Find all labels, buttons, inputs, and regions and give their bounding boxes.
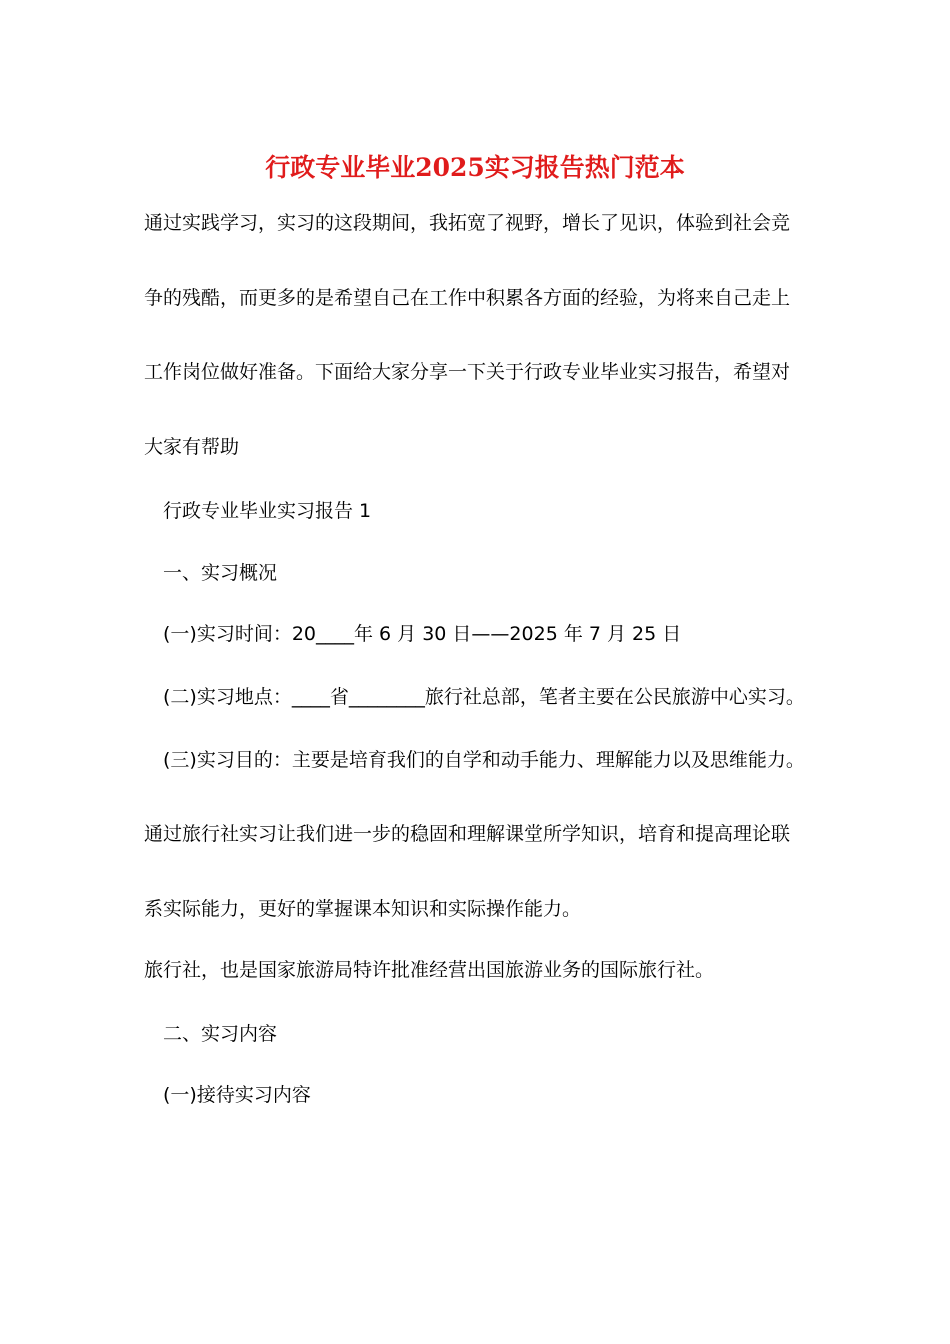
subsection-heading-reception: (一)接待实习内容: [163, 1084, 311, 1106]
intro-paragraph-line-2: 争的残酷，而更多的是希望自己在工作中积累各方面的经验，为将来自己走上: [144, 287, 791, 309]
section-heading-overview: 一、实习概况: [163, 562, 278, 584]
purpose-paragraph-line-2: 系实际能力，更好的掌握课本知识和实际操作能力。: [144, 898, 582, 920]
internship-time-line: (一)实习时间：20____年 6 月 30 日——2025 年 7 月 25 日: [163, 623, 682, 645]
intro-paragraph-line-1: 通过实践学习，实习的这段期间，我拓宽了视野，增长了见识，体验到社会竞: [144, 212, 791, 234]
report-heading: 行政专业毕业实习报告 1: [163, 500, 372, 522]
purpose-paragraph-line-1: 通过旅行社实习让我们进一步的稳固和理解课堂所学知识，培育和提高理论联: [144, 823, 791, 845]
intro-paragraph-line-3: 工作岗位做好准备。下面给大家分享一下关于行政专业毕业实习报告，希望对: [144, 361, 791, 383]
intro-paragraph-line-4: 大家有帮助: [144, 436, 240, 458]
section-heading-content: 二、实习内容: [163, 1023, 278, 1045]
document-title: 行政专业毕业2025实习报告热门范本: [265, 153, 685, 182]
travel-agency-line: 旅行社，也是国家旅游局特许批准经营出国旅游业务的国际旅行社。: [144, 959, 715, 981]
internship-purpose-line: (三)实习目的：主要是培育我们的自学和动手能力、理解能力以及思维能力。: [163, 749, 805, 771]
internship-location-line: (二)实习地点：____省________旅行社总部，笔者主要在公民旅游中心实习。: [163, 686, 805, 708]
